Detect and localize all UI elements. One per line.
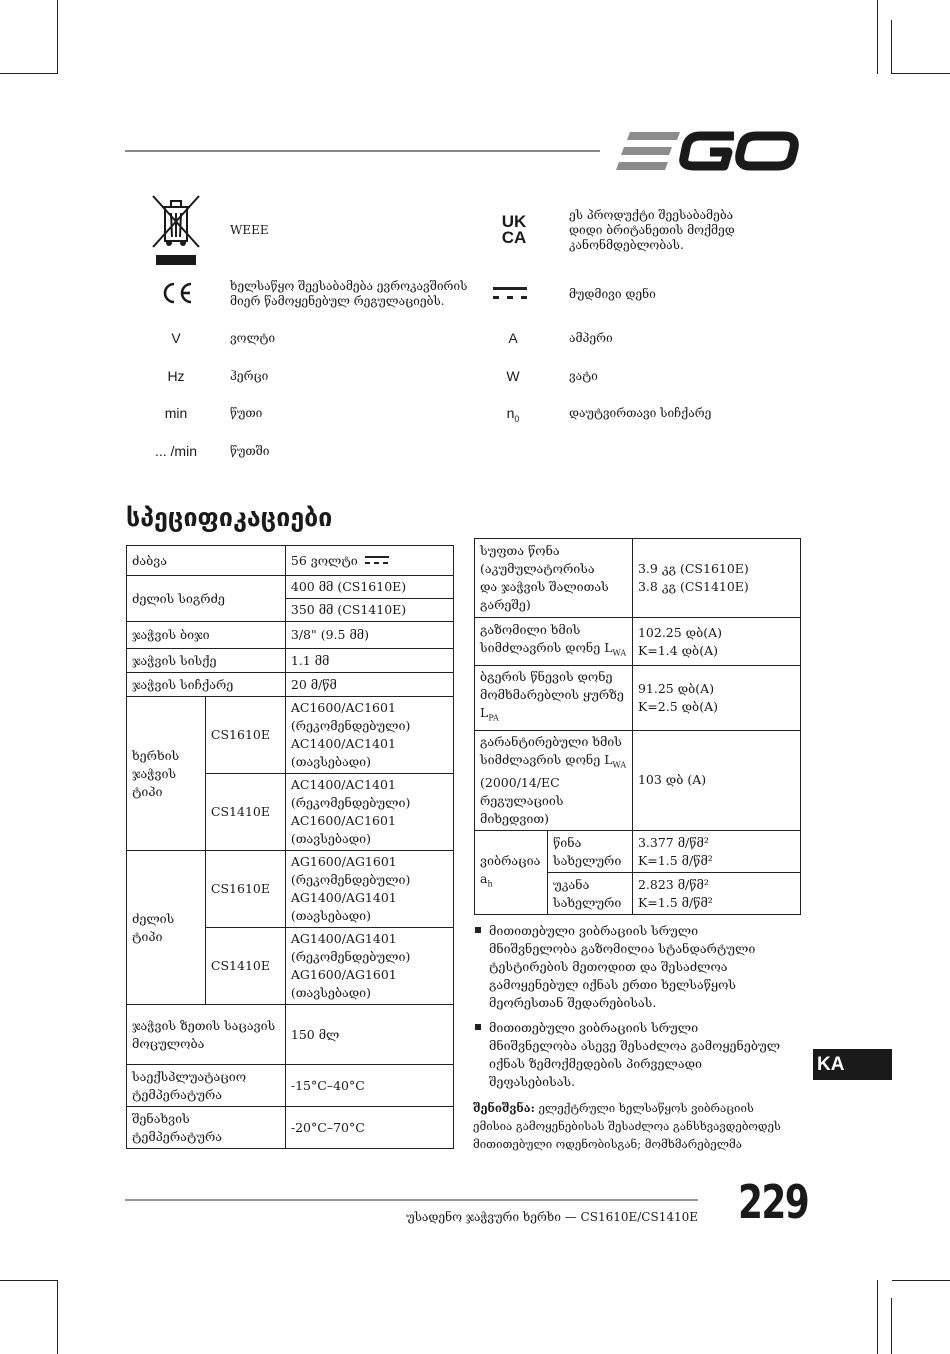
header-rule xyxy=(125,150,600,152)
bar-type-label: ძელის ტიპი xyxy=(127,851,206,1005)
spec-table-right xyxy=(474,538,801,915)
note-paragraph xyxy=(473,1099,803,1153)
note-label: შენიშვნა: xyxy=(473,1101,535,1115)
chain-speed-value: 20 მ/წმ xyxy=(285,673,453,697)
per-minute-text: წუთში xyxy=(230,444,270,458)
ukca-mark-icon: UK CA xyxy=(501,212,527,247)
note-text: ელექტრული ხელსაწყოს ვიბრაციის ემისია გამოყენებისას შესაძლოა განსხვავდებოდეს მითითებული ოდენობისგან; მომხმარებელმა xyxy=(473,1101,781,1151)
voltage-value: 56 ვოლტი xyxy=(285,546,453,576)
direct-current-icon xyxy=(493,286,527,302)
weee-bin-icon xyxy=(150,193,202,267)
saw-chain-type-label: ხერხის ჯაჭვის ტიპი xyxy=(127,697,206,851)
rear-handle-label: უკანა სახელური xyxy=(547,873,632,915)
spec-table-left xyxy=(126,545,454,1149)
sound-pressure-value: 91.25 დბ(A) K=2.5 დბ(A) xyxy=(632,666,800,731)
rear-handle-value: 2.823 მ/წმ² K=1.5 მ/წმ² xyxy=(632,873,800,915)
page-number: 229 xyxy=(738,1175,809,1229)
bar-length-value-2: 350 მმ (CS1410E) xyxy=(285,599,453,622)
net-weight-value: 3.9 კგ (CS1610E) 3.8 კგ (CS1410E) xyxy=(632,539,800,618)
sound-pressure-label: ბგერის წნევის დონე მომხმარებლის ყურზე $L_{PA}$ xyxy=(475,666,633,731)
no-load-speed-text: დაუტვირთავი სიჩქარე xyxy=(569,406,712,420)
ego-logo xyxy=(616,128,800,174)
storage-temp-value: -20°C–70°C xyxy=(285,1107,453,1149)
bullet-square-icon xyxy=(475,927,481,933)
watt-text: ვატი xyxy=(569,369,598,383)
model-label: CS1610E xyxy=(205,697,285,774)
ukca-text: ეს პროდუქტი შეესაბამება დიდი ბრიტანეთის მოქმედ კანონმდებლობას. xyxy=(569,208,735,252)
bar-length-value-1: 400 მმ (CS1610E) xyxy=(285,576,453,599)
per-minute-symbol: ... /min xyxy=(154,443,197,459)
weee-text: WEEE xyxy=(230,223,269,237)
chain-cs1610e-value: AC1600/AC1601 (რეკომენდებული) AC1400/AC1401 (თავსებადი) xyxy=(285,697,453,774)
oil-tank-label: ჯაჭვის ზეთის საცავის მოცულობა xyxy=(127,1005,286,1065)
list-item: მითითებული ვიბრაციის სრული მნიშვნელობა გაზომილია სტანდარტული ტესტირების მეთოდით და შესაძლოა გამოყენებულ იქნას ერთი ხელსაწყოს მეორესთან შედარებისას. xyxy=(475,922,805,1012)
model-label: CS1410E xyxy=(205,774,285,851)
volt-text: ვოლტი xyxy=(230,331,276,345)
net-weight-label: სუფთა წონა (აკუმულატორისა და ჯაჭვის შალითას გარეშე) xyxy=(475,539,633,618)
guaranteed-sound-label: გარანტირებული ხმის სიმძლავრის დონე $L_{WA}$ (2000/14/EC რეგულაციის მიხედვით) xyxy=(475,730,633,831)
chain-pitch-label: ჯაჭვის ბიჯი xyxy=(127,622,286,649)
chain-speed-label: ჯაჭვის სიჩქარე xyxy=(127,673,286,697)
bullet-square-icon xyxy=(475,1024,481,1030)
hertz-text: ჰერცი xyxy=(230,369,269,383)
direct-current-text: მუდმივი დენი xyxy=(569,287,656,301)
hertz-symbol: Hz xyxy=(167,368,185,384)
chain-gauge-label: ჯაჭვის სისქე xyxy=(127,649,286,673)
sound-power-value: 102.25 დბ(A) K=1.4 დბ(A) xyxy=(632,618,800,666)
ampere-symbol: A xyxy=(508,330,518,346)
ampere-text: ამპერი xyxy=(569,331,613,345)
direct-current-icon xyxy=(365,556,389,566)
operating-temp-value: -15°C–40°C xyxy=(285,1065,453,1107)
voltage-label: ძაბვა xyxy=(127,546,286,576)
oil-tank-value: 150 მლ xyxy=(285,1005,453,1065)
sound-power-label: გაზომილი ხმის სიმძლავრის დონე $L_{WA}$ xyxy=(475,618,633,666)
model-label: CS1610E xyxy=(205,851,285,928)
ce-mark-icon xyxy=(160,281,194,305)
no-load-speed-symbol: $n_0$ xyxy=(506,405,520,424)
front-handle-value: 3.377 მ/წმ² K=1.5 მ/წმ² xyxy=(632,831,800,873)
list-item: მითითებული ვიბრაციის სრული მნიშვნელობა ასევე შესაძლოა გამოყენებულ იქნას ზემოქმედების პირველადი შეფასებისას. xyxy=(475,1019,805,1091)
vibration-label: ვიბრაცია $a_h$ xyxy=(475,831,548,915)
footer-rule xyxy=(125,1199,698,1201)
storage-temp-label: შენახვის ტემპერატურა xyxy=(127,1107,286,1149)
bar-cs1610e-value: AG1600/AG1601 (რეკომენდებული) AG1400/AG1401 (თავსებადი) xyxy=(285,851,453,928)
chain-pitch-value: 3/8" (9.5 მმ) xyxy=(285,622,453,649)
model-label: CS1410E xyxy=(205,928,285,1005)
chain-gauge-value: 1.1 მმ xyxy=(285,649,453,673)
volt-symbol: V xyxy=(171,330,181,346)
section-title: სპეციფიკაციები xyxy=(126,503,333,532)
watt-symbol: W xyxy=(506,368,520,384)
guaranteed-sound-value: 103 დბ (A) xyxy=(632,730,800,831)
bar-length-label: ძელის სიგრძე xyxy=(127,576,286,622)
operating-temp-label: საექსპლუატაციო ტემპერატურა xyxy=(127,1065,286,1107)
language-tab: KA xyxy=(813,1049,892,1080)
front-handle-label: წინა სახელური xyxy=(547,831,632,873)
bar-cs1410e-value: AG1400/AG1401 (რეკომენდებული) AG1600/AG1601 (თავსებადი) xyxy=(285,928,453,1005)
minute-symbol: min xyxy=(164,405,188,421)
footer-text: უსადენო ჯაჭვური ხერხი — CS1610E/CS1410E xyxy=(406,1210,698,1224)
minute-text: წუთი xyxy=(230,406,263,420)
chain-cs1410e-value: AC1400/AC1401 (რეკომენდებული) AC1600/AC1601 (თავსებადი) xyxy=(285,774,453,851)
ce-text: ხელსაწყო შეესაბამება ევროკავშირის მიერ წამოყენებულ რეგულაციებს. xyxy=(230,279,468,308)
